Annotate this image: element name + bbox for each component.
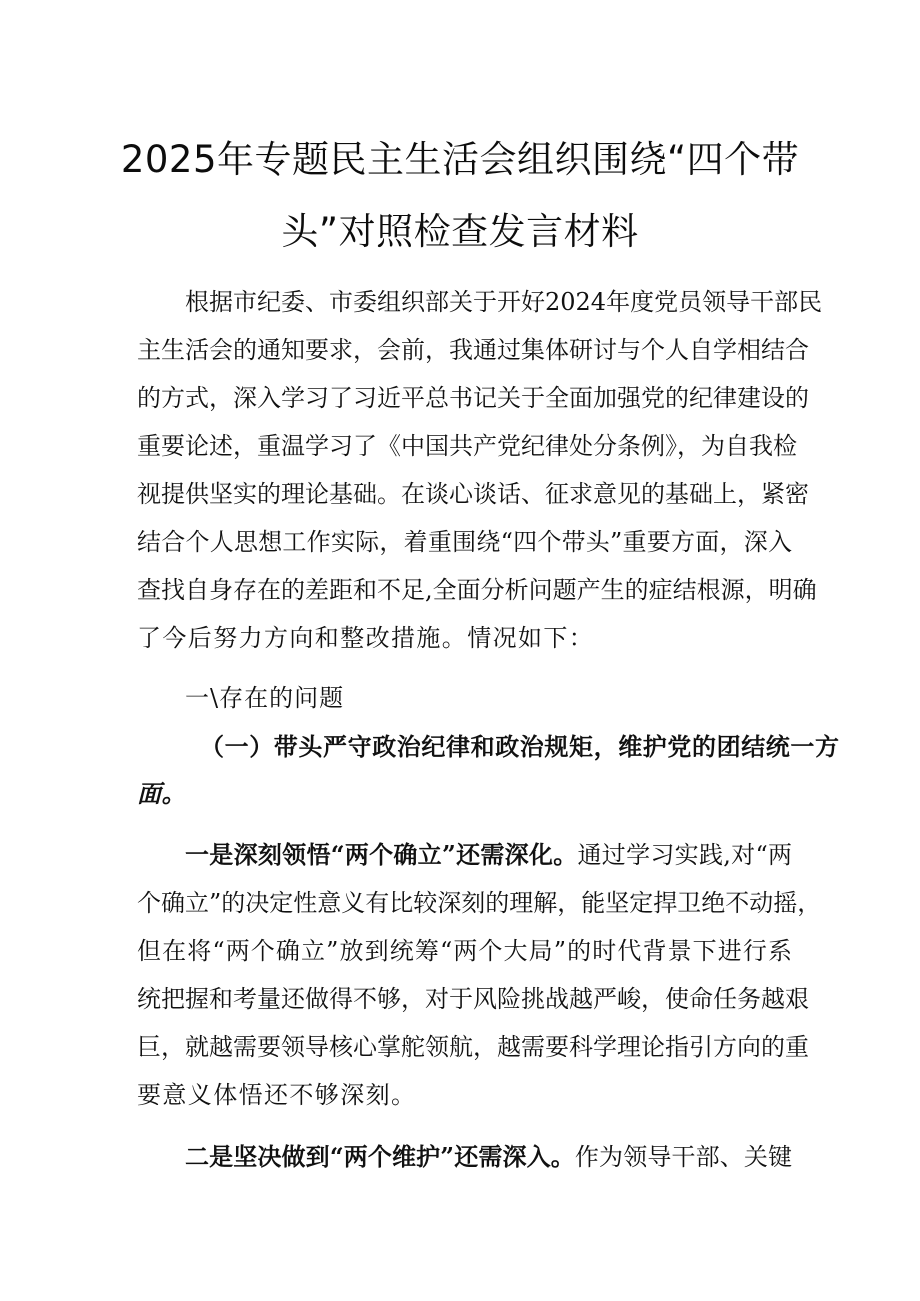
point-1-line-2: 个确立”的决定性意义有比较深刻的理解，能坚定捍卫绝不动摇， xyxy=(137,889,822,917)
point-2-line-1-rest: 作为领导干部、关键 xyxy=(574,1143,793,1171)
point-1-line-4: 统把握和考量还做得不够，对于风险挑战越严峻，使命任务越艰 xyxy=(137,985,809,1013)
subsection-heading-line-2-text: 面。 xyxy=(137,779,187,808)
intro-line-5: 视提供坚实的理论基础。在谈心谈话、征求意见的基础上，紧密 xyxy=(137,480,809,508)
point-1-line-6: 要意义体悟还不够深刻。 xyxy=(137,1081,417,1109)
intro-line-2: 主生活会的通知要求，会前，我通过集体研讨与个人自学相结合 xyxy=(137,336,809,364)
intro-line-8: 了今后努力方向和整改措施。情况如下： xyxy=(137,624,595,652)
point-1-line-1 xyxy=(185,838,792,872)
intro-line-1: 根据市纪委、市委组织部关于开好2024年度党员领导干部民 xyxy=(185,288,823,316)
point-1-line-3: 但在将“两个确立”放到统筹“两个大局”的时代背景下进行系 xyxy=(137,937,792,965)
section-heading: 一\存在的问题 xyxy=(185,684,345,712)
intro-line-6: 结合个人思想工作实际，着重围绕“四个带头”重要方面，深入 xyxy=(137,528,792,556)
point-2-lead: 二是坚决做到“两个维护”还需深入。 xyxy=(185,1142,575,1171)
document-title-line-2: 头”对照检查发言材料 xyxy=(281,210,639,253)
point-1-line-1-rest: 通过学习实践,对“两 xyxy=(577,841,793,869)
point-1-line-5: 巨，就越需要领导核心掌舵领航，越需要科学理论指引方向的重 xyxy=(137,1033,809,1061)
point-1-lead: 一是深刻领悟“两个确立”还需深化。 xyxy=(185,840,578,869)
subsection-heading-line-2 xyxy=(137,777,186,811)
intro-line-4: 重要论述，重温学习了《中国共产党纪律处分条例》，为自我检 xyxy=(137,432,797,460)
intro-line-7: 查找自身存在的差距和不足,全面分析问题产生的症结根源，明确 xyxy=(137,576,817,604)
document-title-line-1: 2025年专题民主生活会组织围绕“四个带 xyxy=(120,138,800,181)
subsection-heading-line-1: （一）带头严守政治纪律和政治规矩，维护党的团结统一方 xyxy=(200,732,840,761)
intro-line-3: 的方式，深入学习了习近平总书记关于全面加强党的纪律建设的 xyxy=(137,384,809,412)
point-2-line-1 xyxy=(185,1140,792,1174)
